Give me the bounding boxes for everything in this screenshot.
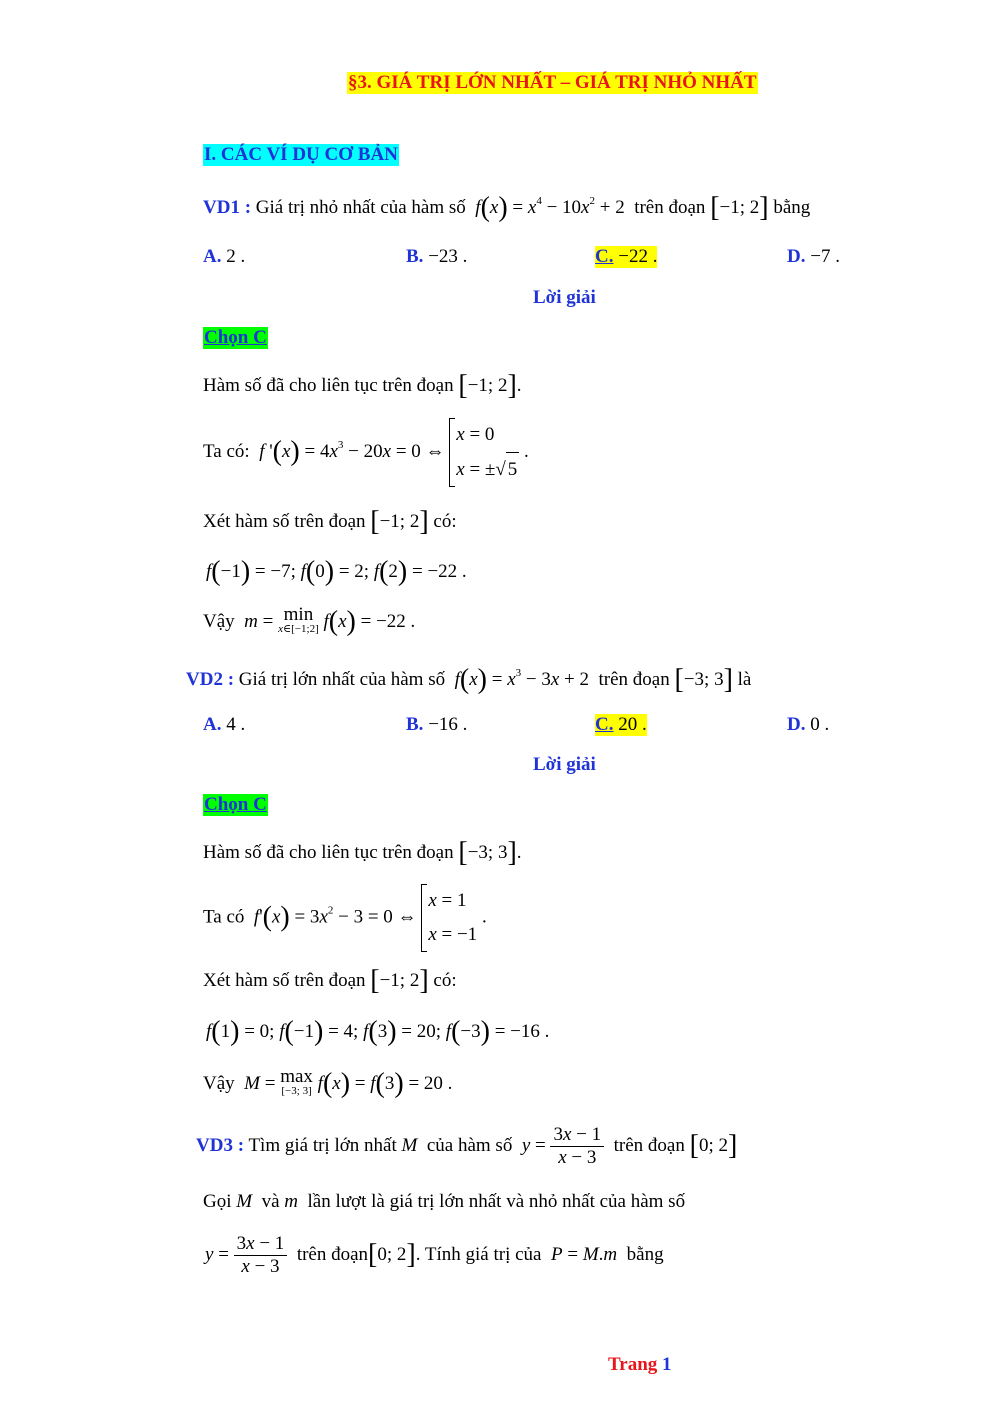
vd1-option-d[interactable]: D. −7 . bbox=[787, 246, 840, 267]
section-heading: I. CÁC VÍ DỤ CƠ BẢN bbox=[204, 144, 398, 165]
vd3-line1: Gọi M và m lần lượt là giá trị lớn nhất và nhỏ nhất của hàm số bbox=[203, 1191, 686, 1212]
vd2-question: VD2 : Giá trị lớn nhất của hàm số $f(x) = x^3 - 3x + 2$ trên đoạn [−3; 3] là bbox=[186, 664, 752, 695]
vd1-label: VD1 : bbox=[203, 197, 252, 218]
vd1-chon: Chọn C bbox=[204, 327, 267, 348]
vd2-line1: Hàm số đã cho liên tục trên đoạn [−3; 3]. bbox=[203, 837, 522, 868]
vd1-tail-b: bằng bbox=[773, 197, 811, 218]
vd1-values: f(−1) = −7; f(0) = 2; f(2) = −22 . bbox=[206, 556, 467, 587]
vd1-derivative: Ta có: f '$(x) = 4x^3 - 20x = 0$ ⇔ x = 0 x = ±√ 5 . bbox=[203, 418, 529, 487]
vd2-loigiai: Lời giải bbox=[533, 754, 596, 775]
vd2-chon: Chọn C bbox=[204, 794, 267, 815]
vd1-line3: Xét hàm số trên đoạn [−1; 2] có: bbox=[203, 506, 457, 537]
page-title: §3. GIÁ TRỊ LỚN NHẤT – GIÁ TRỊ NHỎ NHẤT bbox=[348, 72, 757, 93]
vd1-text: Giá trị nhỏ nhất của hàm số bbox=[255, 197, 466, 218]
vd2-conclusion: Vậy M = max [−3; 3] f(x) = f(3) = 20 . bbox=[203, 1066, 453, 1099]
vd1-line1: Hàm số đã cho liên tục trên đoạn [−1; 2]. bbox=[203, 370, 522, 401]
vd3-label: VD3 : bbox=[196, 1134, 245, 1156]
page-footer: Trang 1 bbox=[608, 1354, 672, 1375]
vd2-line3: Xét hàm số trên đoạn [−1; 2] có: bbox=[203, 965, 457, 996]
vd3-question: VD3 : Tìm giá trị lớn nhất M của hàm số y = $\frac{3x - 1}{x - 3}$ trên đoạn [0; 2] bbox=[196, 1124, 738, 1168]
vd1-conclusion: Vậy m = min x∈[−1;2] f(x) = −22 . bbox=[203, 604, 416, 637]
vd2-option-c[interactable]: C. 20 . bbox=[595, 714, 647, 735]
vd1-option-b[interactable]: B. −23 . bbox=[406, 246, 468, 267]
vd2-label: VD2 : bbox=[186, 669, 235, 690]
vd1-option-c[interactable]: C. −22 . bbox=[595, 246, 658, 267]
vd1-loigiai: Lời giải bbox=[533, 287, 596, 308]
vd1-question: VD1 : Giá trị nhỏ nhất của hàm số $f(x) = x^4 - 10x^2 + 2$ trên đoạn [−1; 2] bằng bbox=[203, 192, 811, 223]
vd2-option-a[interactable]: A. 4 . bbox=[203, 714, 246, 735]
vd2-values: f(1) = 0; f(−1) = 4; f(3) = 20; f(−3) = −16 . bbox=[206, 1016, 550, 1047]
vd1-tail-a: trên đoạn bbox=[634, 197, 706, 218]
vd1-option-a[interactable]: A. 2 . bbox=[203, 246, 246, 267]
vd3-line2: y = $\frac{3x - 1}{x - 3}$ trên đoạn[0; 2]. Tính giá trị của P = M.m bằng bbox=[205, 1233, 664, 1277]
vd2-option-b[interactable]: B. −16 . bbox=[406, 714, 468, 735]
vd2-derivative: Ta có $f'(x) = 3x^2 - 3 = 0$ ⇔ x = 1 x = −1 . bbox=[203, 884, 487, 952]
vd2-option-d[interactable]: D. 0 . bbox=[787, 714, 830, 735]
